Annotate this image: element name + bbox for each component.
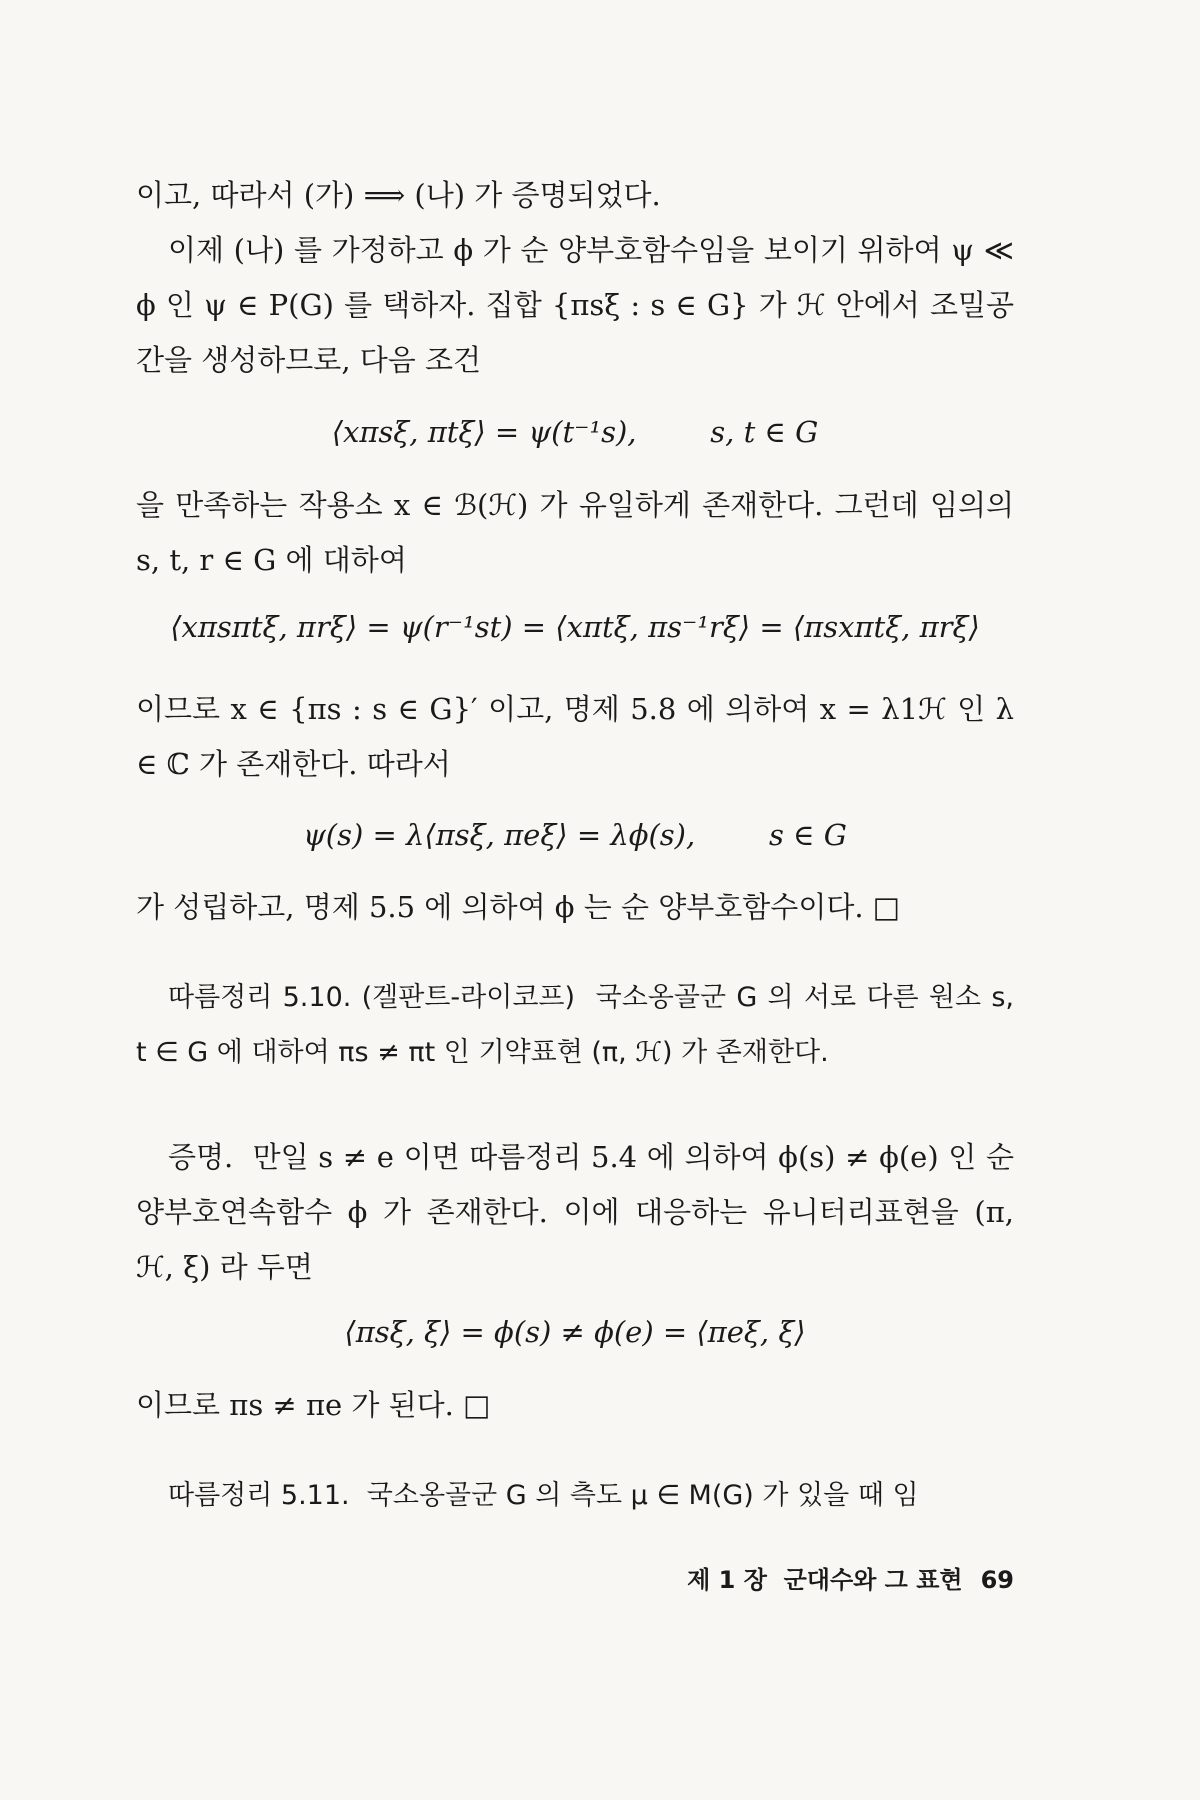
text-block-3 [136, 682, 1024, 792]
paragraph-2: 이제 (나) 를 가정하고 ϕ 가 순 양부호함수임을 보이기 위하여 ψ ≪ ϕ 인 ψ ∈ P(G) 를 택하자. 집합 {πsξ : s ∈ G} 가 ℋ 안에서 조밀공간을 생성하므로, 다음 조건 [136, 233, 1024, 377]
paragraph-5: 가 성립하고, 명제 5.5 에 의하여 ϕ 는 순 양부호함수이다. □ [136, 890, 901, 924]
page-number: 69 [980, 1566, 1014, 1594]
text-block-5 [136, 1378, 1014, 1433]
corollary-5-10 [136, 970, 1023, 1080]
paragraph-4: 이므로 x ∈ {πs : s ∈ G}′ 이고, 명제 5.8 에 의하여 x = λ1ℋ 인 λ ∈ ℂ 가 존재한다. 따라서 [136, 692, 1024, 781]
text-block-1 [136, 168, 1024, 388]
equation-1: ⟨xπsξ, πtξ⟩ = ψ(t⁻¹s), s, t ∈ G [331, 415, 819, 449]
text-block-4 [136, 880, 1014, 935]
corollary-5-11 [136, 1468, 1014, 1523]
text-block-2 [136, 478, 1024, 588]
paragraph-6: 이므로 πs ≠ πe 가 된다. □ [136, 1388, 491, 1422]
chapter-title: 제 1 장 군대수와 그 표현 [687, 1566, 963, 1594]
equation-4: ⟨πsξ, ξ⟩ = ϕ(s) ≠ ϕ(e) = ⟨πeξ, ξ⟩ [344, 1315, 806, 1349]
corollary-5-10-text: 따름정리 5.10. (겔판트-라이코프) 국소옹골군 G 의 서로 다른 원소 s, t ∈ G 에 대하여 πs ≠ πt 인 기약표현 (π, ℋ) 가 존재한다. [136, 982, 1023, 1068]
corollary-5-11-text: 따름정리 5.11. 국소옹골군 G 의 측도 μ ∈ M(G) 가 있을 때 임 [168, 1480, 919, 1511]
proof-paragraph: 증명. 만일 s ≠ e 이면 따름정리 5.4 에 의하여 ϕ(s) ≠ ϕ(e) 인 순 양부호연속함수 ϕ 가 존재한다. 이에 대응하는 유니터리표현을 (π, ℋ, ξ) 라 두면 [136, 1140, 1024, 1284]
equation-3: ψ(s) = λ⟨πsξ, πeξ⟩ = λϕ(s), s ∈ G [303, 818, 847, 852]
proof-block [136, 1130, 1024, 1295]
paragraph-3: 을 만족하는 작용소 x ∈ ℬ(ℋ) 가 유일하게 존재한다. 그런데 임의의 s, t, r ∈ G 에 대하여 [136, 488, 1024, 577]
paragraph-1: 이고, 따라서 (가) ⟹ (나) 가 증명되었다. [136, 178, 661, 212]
equation-2: ⟨xπsπtξ, πrξ⟩ = ψ(r⁻¹st) = ⟨xπtξ, πs⁻¹rξ⟩ = ⟨πsxπtξ, πrξ⟩ [170, 610, 980, 644]
page-footer [687, 1560, 1014, 1595]
